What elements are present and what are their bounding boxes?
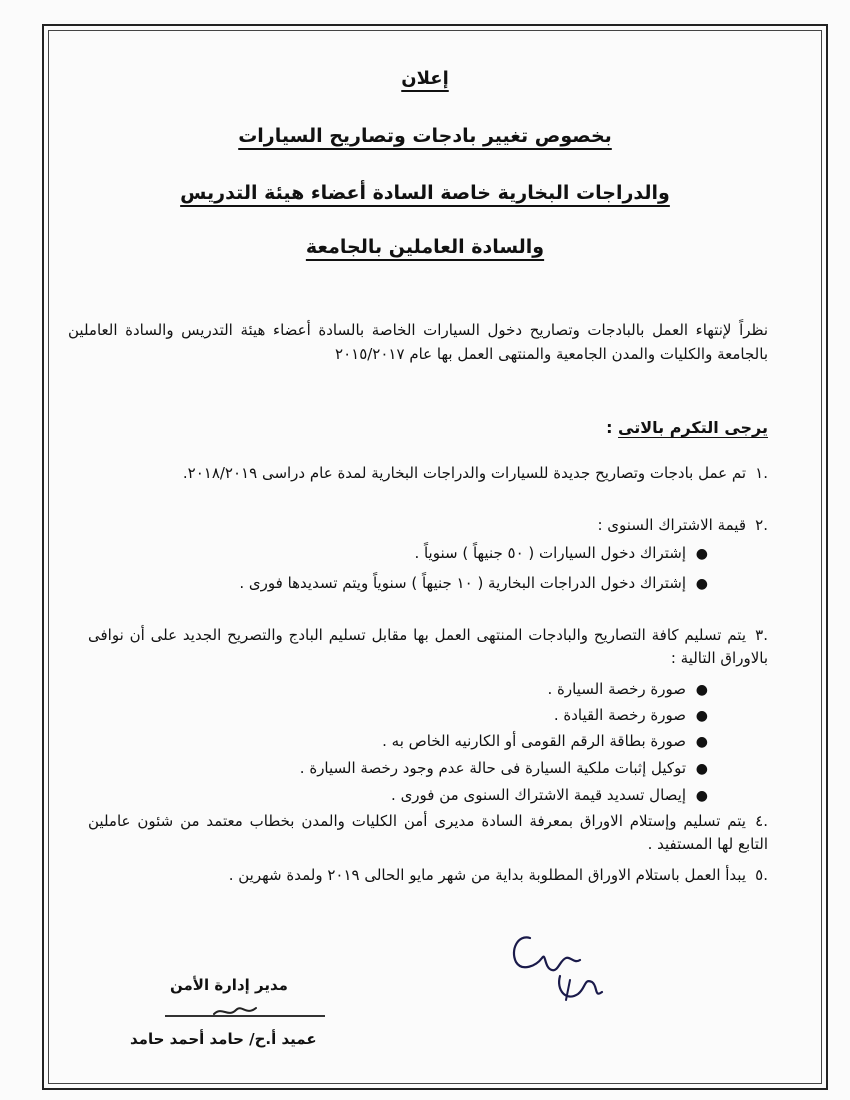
initials-mark [210, 1000, 260, 1022]
list-item [88, 864, 768, 887]
fee-text: إشتراك دخول الدراجات البخارية ( ١٠ جنيهاً ) سنوياً ويتم تسديدها فورى . [239, 574, 686, 592]
document-text: إيصال تسديد قيمة الاشتراك السنوى من فورى . [391, 786, 686, 804]
document-text: صورة رخصة السيارة . [547, 680, 686, 698]
list-item [88, 624, 768, 670]
bullet-icon: ● [695, 576, 708, 592]
bullet-icon: ● [695, 761, 708, 777]
document-bullet [108, 757, 708, 781]
item-number: .٣ [755, 626, 768, 644]
instructions-heading-colon: : [606, 418, 619, 437]
instructions-heading [606, 418, 768, 437]
item-number: .١ [755, 464, 768, 482]
document-text: صورة بطاقة الرقم القومى أو الكارنيه الخاص به . [382, 732, 686, 750]
bullet-icon: ● [695, 708, 708, 724]
document-text: توكيل إثبات ملكية السيارة فى حالة عدم وجود رخصة السيارة . [299, 759, 686, 777]
item-text: يتم تسليم وإستلام الاوراق بمعرفة السادة مديرى أمن الكليات والمدن بخطاب معتمد من شئون عاملين التابع لها المستفيد . [88, 812, 768, 853]
intro-paragraph: نظراً لإنتهاء العمل بالبادجات وتصاريح دخول السيارات الخاصة بالسادة أعضاء هيئة التدريس والسادة العاملين بالجامعة والكليات والمدن الجامعية والمنتهى العمل بها عام ٢٠١٥/٢٠١٧ [68, 321, 768, 363]
item-text: يتم تسليم كافة التصاريح والبادجات المنتهى العمل بها مقابل تسليم البادج والتصريح الجديد على أن نوافى بالاوراق التالية : [88, 626, 768, 667]
list-item [88, 514, 768, 537]
list-item [88, 810, 768, 856]
bullet-icon: ● [695, 788, 708, 804]
handwritten-signature [500, 920, 610, 1010]
document-text: صورة رخصة القيادة . [553, 706, 686, 724]
bullet-icon: ● [695, 682, 708, 698]
document-bullet [108, 704, 708, 728]
document-bullet [108, 678, 708, 702]
signatory-name: عميد أ.ح/ حامد أحمد حامد [130, 1030, 317, 1048]
heading-line-2: والدراجات البخارية خاصة السادة أعضاء هيئة التدريس [180, 182, 670, 204]
fee-bullet [108, 542, 708, 566]
signatory-title: مدير إدارة الأمن [170, 976, 288, 994]
item-text: تم عمل بادجات وتصاريح جديدة للسيارات والدراجات البخارية لمدة عام دراسى ٢٠١٨/٢٠١٩. [182, 464, 746, 482]
document-bullet [108, 730, 708, 754]
item-number: .٥ [755, 866, 768, 884]
instructions-heading-label: يرجى التكرم بالاتى [618, 418, 768, 437]
fee-bullet [108, 572, 708, 596]
list-item [88, 462, 768, 485]
document-bullet [108, 784, 708, 808]
item-text: قيمة الاشتراك السنوى : [597, 516, 746, 534]
item-text: يبدأ العمل باستلام الاوراق المطلوبة بداية من شهر مايو الحالى ٢٠١٩ ولمدة شهرين . [228, 866, 746, 884]
bullet-icon: ● [695, 546, 708, 562]
bullet-icon: ● [695, 734, 708, 750]
heading-line-3: والسادة العاملين بالجامعة [305, 236, 545, 258]
item-number: .٤ [755, 812, 768, 830]
item-number: .٢ [755, 516, 768, 534]
fee-text: إشتراك دخول السيارات ( ٥٠ جنيهاً ) سنوياً . [414, 544, 686, 562]
announcement-title: إعلان [401, 68, 449, 89]
heading-line-1: بخصوص تغيير بادجات وتصاريح السيارات [238, 125, 612, 147]
